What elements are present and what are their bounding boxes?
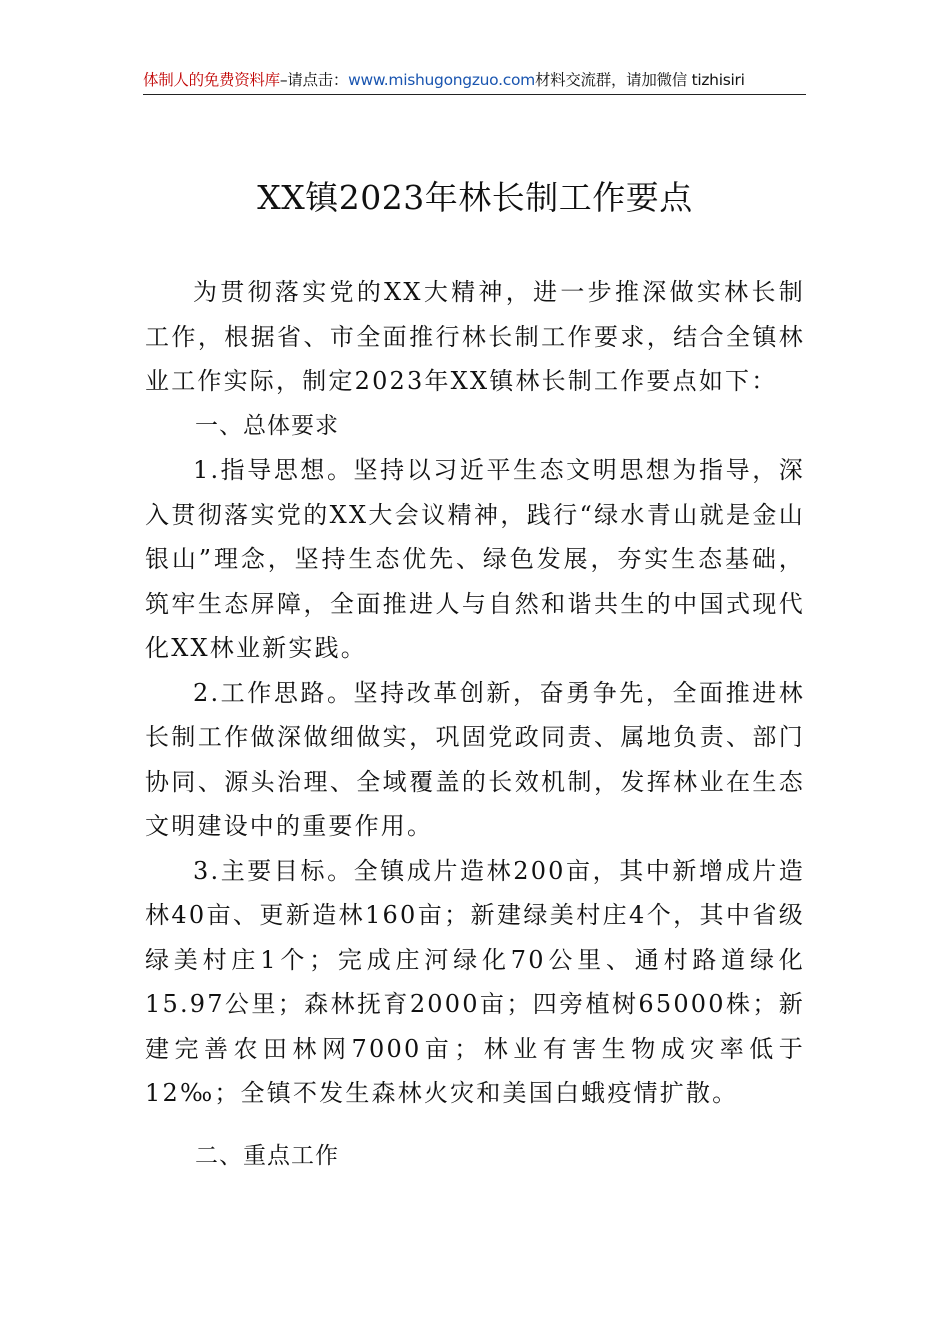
header-brand: 体制人的免费资料库 <box>143 71 280 89</box>
header-url-link[interactable]: www.mishugongzuo.com <box>348 71 535 89</box>
section-heading-key-work: 二、重点工作 <box>195 1142 339 1169</box>
intro-paragraph: 为贯彻落实党的XX大精神，进一步推深做实林长制工作，根据省、市全面推行林长制工作要求，结合全镇林业工作实际，制定2023年XX镇林长制工作要点如下： <box>145 278 805 395</box>
page-header <box>143 66 806 95</box>
section-heading-overall-requirements: 一、总体要求 <box>195 412 339 439</box>
paragraph-main-goals: 3.主要目标。全镇成片造林200亩，其中新增成片造林40亩、更新造林160亩；新建绿美村庄4个，其中省级绿美村庄1个；完成庄河绿化70公里、通村路道绿化15.97公里；森林抚育2000亩；四旁植树65000株；新建完善农田林网7000亩；林业有害生物成灾率低于12‰；全镇不发生森林火灾和美国白蛾疫情扩散。 <box>145 856 805 1107</box>
document-body <box>145 270 805 1178</box>
paragraph-work-approach: 2.工作思路。坚持改革创新，奋勇争先，全面推进林长制工作做深做细做实，巩固党政同责、属地负责、部门协同、源头治理、全域覆盖的长效机制，发挥林业在生态文明建设中的重要作用。 <box>145 678 805 840</box>
document-title: XX镇2023年林长制工作要点 <box>257 178 693 217</box>
header-contact: 材料交流群，请加微信 tizhisiri <box>534 71 745 89</box>
paragraph-guiding-ideology: 1.指导思想。坚持以习近平生态文明思想为指导，深入贯彻落实党的XX大会议精神，践行“绿水青山就是金山银山”理念，坚持生态优先、绿色发展，夯实生态基础，筑牢生态屏障，全面推进人与自然和谐共生的中国式现代化XX林业新实践。 <box>145 456 805 662</box>
header-prompt: –请点击： <box>279 71 349 89</box>
